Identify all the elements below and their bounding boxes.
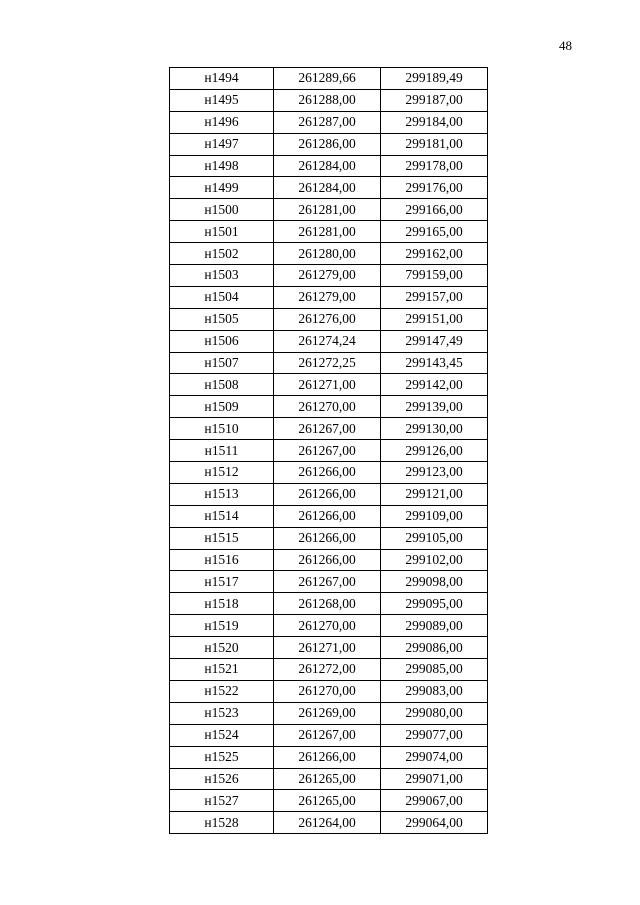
table-row [170, 177, 488, 199]
x-coordinate-cell: 261272,00 [274, 659, 381, 681]
table-row [170, 593, 488, 615]
y-coordinate-cell: 299130,00 [381, 418, 488, 440]
x-coordinate-cell: 261289,66 [274, 68, 381, 90]
table-row [170, 527, 488, 549]
y-coordinate-cell: 299080,00 [381, 702, 488, 724]
y-coordinate-cell: 299142,00 [381, 374, 488, 396]
x-coordinate-cell: 261266,00 [274, 483, 381, 505]
x-coordinate-cell: 261284,00 [274, 155, 381, 177]
point-id-cell: н1507 [170, 352, 274, 374]
table-row [170, 374, 488, 396]
point-id-cell: н1525 [170, 746, 274, 768]
table-row [170, 615, 488, 637]
point-id-cell: н1520 [170, 637, 274, 659]
coordinates-table-body [170, 68, 488, 834]
point-id-cell: н1518 [170, 593, 274, 615]
y-coordinate-cell: 299086,00 [381, 637, 488, 659]
point-id-cell: н1512 [170, 462, 274, 484]
point-id-cell: н1526 [170, 768, 274, 790]
x-coordinate-cell: 261265,00 [274, 790, 381, 812]
table-row [170, 659, 488, 681]
table-row [170, 199, 488, 221]
y-coordinate-cell: 299139,00 [381, 396, 488, 418]
table-row [170, 133, 488, 155]
table-row [170, 243, 488, 265]
y-coordinate-cell: 299071,00 [381, 768, 488, 790]
table-row [170, 680, 488, 702]
y-coordinate-cell: 299067,00 [381, 790, 488, 812]
table-row [170, 418, 488, 440]
table-row [170, 308, 488, 330]
y-coordinate-cell: 299157,00 [381, 286, 488, 308]
x-coordinate-cell: 261266,00 [274, 527, 381, 549]
x-coordinate-cell: 261279,00 [274, 286, 381, 308]
x-coordinate-cell: 261266,00 [274, 549, 381, 571]
point-id-cell: н1506 [170, 330, 274, 352]
coordinates-table [169, 67, 488, 834]
point-id-cell: н1513 [170, 483, 274, 505]
table-row [170, 221, 488, 243]
table-row [170, 549, 488, 571]
page-number: 48 [559, 38, 572, 53]
y-coordinate-cell: 299176,00 [381, 177, 488, 199]
point-id-cell: н1521 [170, 659, 274, 681]
table-row [170, 265, 488, 287]
point-id-cell: н1516 [170, 549, 274, 571]
point-id-cell: н1527 [170, 790, 274, 812]
y-coordinate-cell: 299166,00 [381, 199, 488, 221]
y-coordinate-cell: 299162,00 [381, 243, 488, 265]
x-coordinate-cell: 261287,00 [274, 111, 381, 133]
point-id-cell: н1508 [170, 374, 274, 396]
x-coordinate-cell: 261270,00 [274, 396, 381, 418]
table-row [170, 571, 488, 593]
y-coordinate-cell: 299184,00 [381, 111, 488, 133]
y-coordinate-cell: 299109,00 [381, 505, 488, 527]
table-row [170, 702, 488, 724]
x-coordinate-cell: 261270,00 [274, 615, 381, 637]
x-coordinate-cell: 261272,25 [274, 352, 381, 374]
y-coordinate-cell: 799159,00 [381, 265, 488, 287]
x-coordinate-cell: 261266,00 [274, 462, 381, 484]
table-row [170, 440, 488, 462]
point-id-cell: н1519 [170, 615, 274, 637]
x-coordinate-cell: 261265,00 [274, 768, 381, 790]
x-coordinate-cell: 261271,00 [274, 637, 381, 659]
point-id-cell: н1499 [170, 177, 274, 199]
y-coordinate-cell: 299085,00 [381, 659, 488, 681]
point-id-cell: н1523 [170, 702, 274, 724]
point-id-cell: н1498 [170, 155, 274, 177]
table-row [170, 790, 488, 812]
table-row [170, 768, 488, 790]
table-row [170, 68, 488, 90]
point-id-cell: н1501 [170, 221, 274, 243]
x-coordinate-cell: 261276,00 [274, 308, 381, 330]
x-coordinate-cell: 261267,00 [274, 440, 381, 462]
y-coordinate-cell: 299102,00 [381, 549, 488, 571]
y-coordinate-cell: 299151,00 [381, 308, 488, 330]
y-coordinate-cell: 299187,00 [381, 89, 488, 111]
table-row [170, 812, 488, 834]
table-row [170, 637, 488, 659]
y-coordinate-cell: 299178,00 [381, 155, 488, 177]
y-coordinate-cell: 299147,49 [381, 330, 488, 352]
table-row [170, 724, 488, 746]
y-coordinate-cell: 299165,00 [381, 221, 488, 243]
x-coordinate-cell: 261271,00 [274, 374, 381, 396]
table-row [170, 89, 488, 111]
y-coordinate-cell: 299105,00 [381, 527, 488, 549]
point-id-cell: н1515 [170, 527, 274, 549]
y-coordinate-cell: 299064,00 [381, 812, 488, 834]
point-id-cell: н1524 [170, 724, 274, 746]
point-id-cell: н1511 [170, 440, 274, 462]
point-id-cell: н1514 [170, 505, 274, 527]
table-row [170, 352, 488, 374]
point-id-cell: н1497 [170, 133, 274, 155]
y-coordinate-cell: 299098,00 [381, 571, 488, 593]
point-id-cell: н1505 [170, 308, 274, 330]
x-coordinate-cell: 261267,00 [274, 571, 381, 593]
x-coordinate-cell: 261268,00 [274, 593, 381, 615]
y-coordinate-cell: 299083,00 [381, 680, 488, 702]
x-coordinate-cell: 261267,00 [274, 418, 381, 440]
table-row [170, 462, 488, 484]
y-coordinate-cell: 299143,45 [381, 352, 488, 374]
point-id-cell: н1503 [170, 265, 274, 287]
x-coordinate-cell: 261270,00 [274, 680, 381, 702]
table-row [170, 505, 488, 527]
y-coordinate-cell: 299089,00 [381, 615, 488, 637]
table-row [170, 286, 488, 308]
table-row [170, 155, 488, 177]
y-coordinate-cell: 299077,00 [381, 724, 488, 746]
table-row [170, 396, 488, 418]
point-id-cell: н1504 [170, 286, 274, 308]
x-coordinate-cell: 261267,00 [274, 724, 381, 746]
y-coordinate-cell: 299123,00 [381, 462, 488, 484]
x-coordinate-cell: 261264,00 [274, 812, 381, 834]
y-coordinate-cell: 299074,00 [381, 746, 488, 768]
table-row [170, 746, 488, 768]
y-coordinate-cell: 299095,00 [381, 593, 488, 615]
point-id-cell: н1502 [170, 243, 274, 265]
x-coordinate-cell: 261281,00 [274, 221, 381, 243]
point-id-cell: н1509 [170, 396, 274, 418]
point-id-cell: н1494 [170, 68, 274, 90]
x-coordinate-cell: 261274,24 [274, 330, 381, 352]
table-row [170, 330, 488, 352]
x-coordinate-cell: 261266,00 [274, 746, 381, 768]
point-id-cell: н1517 [170, 571, 274, 593]
point-id-cell: н1500 [170, 199, 274, 221]
table-row [170, 483, 488, 505]
point-id-cell: н1528 [170, 812, 274, 834]
point-id-cell: н1495 [170, 89, 274, 111]
x-coordinate-cell: 261280,00 [274, 243, 381, 265]
y-coordinate-cell: 299121,00 [381, 483, 488, 505]
y-coordinate-cell: 299189,49 [381, 68, 488, 90]
x-coordinate-cell: 261286,00 [274, 133, 381, 155]
table-row [170, 111, 488, 133]
y-coordinate-cell: 299181,00 [381, 133, 488, 155]
point-id-cell: н1496 [170, 111, 274, 133]
x-coordinate-cell: 261266,00 [274, 505, 381, 527]
point-id-cell: н1510 [170, 418, 274, 440]
x-coordinate-cell: 261284,00 [274, 177, 381, 199]
x-coordinate-cell: 261269,00 [274, 702, 381, 724]
point-id-cell: н1522 [170, 680, 274, 702]
x-coordinate-cell: 261279,00 [274, 265, 381, 287]
x-coordinate-cell: 261288,00 [274, 89, 381, 111]
y-coordinate-cell: 299126,00 [381, 440, 488, 462]
x-coordinate-cell: 261281,00 [274, 199, 381, 221]
